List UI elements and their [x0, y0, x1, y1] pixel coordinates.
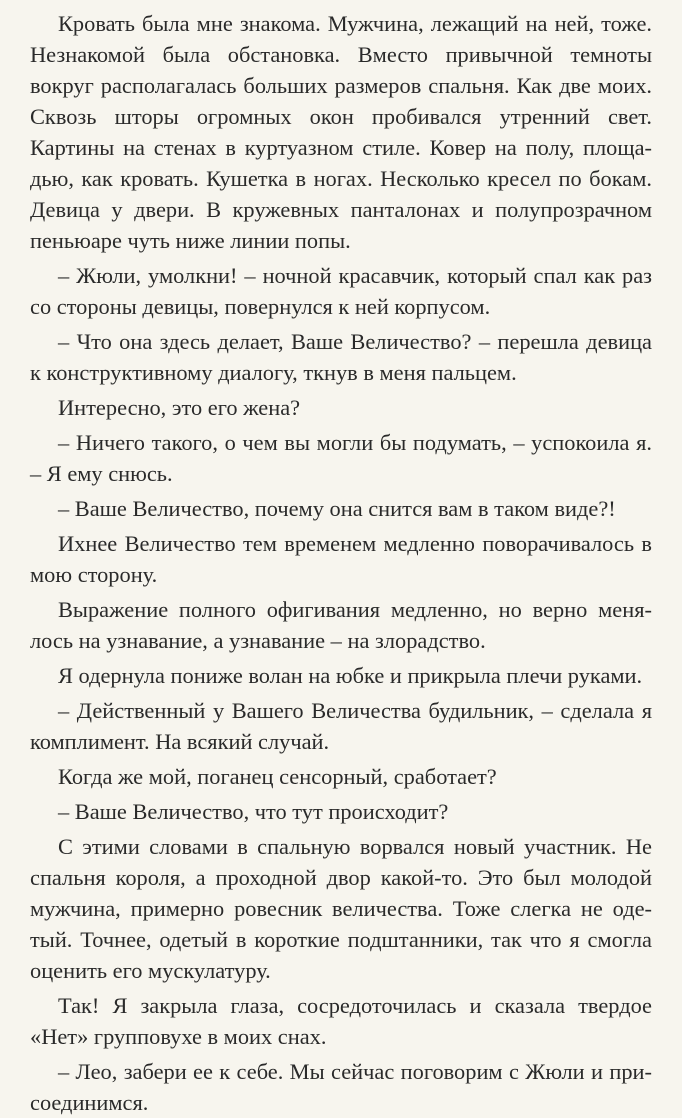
paragraph-10: – Действенный у Вашего Величества будильник, – сделала я комплимент. На всякий случай. [30, 698, 652, 754]
paragraph-2: – Жюли, умолкни! – ночной красавчик, который спал как раз со стороны девицы, повернулся к ней корпусом. [30, 263, 652, 319]
paragraph-13: С этими словами в спальную ворвался новый участник. Не спальня короля, а проходной двор какой-то. Это был молодой мужчина, примерно ровесник величества. Тоже слегка не одетый. Точнее, одетый в короткие подштанники, так что я смогла оценить его мускулатуру. [30, 834, 652, 983]
paragraph-3: – Что она здесь делает, Ваше Величество? – перешла девица к конструктивному диалогу, ткнув в меня пальцем. [30, 329, 652, 385]
paragraph-8: Выражение полного офигивания медленно, но верно менялось на узнавание, а узнавание – на злорадство. [30, 597, 652, 653]
paragraph-14: Так! Я закрыла глаза, сосредоточилась и сказала твердое «Нет» групповухе в моих снах. [30, 993, 652, 1049]
paragraph-12: – Ваше Величество, что тут происходит? [58, 799, 449, 824]
paragraph-11: Когда же мой, поганец сенсорный, сработает? [58, 764, 497, 789]
paragraph-9: Я одернула пониже волан на юбке и прикрыла плечи руками. [58, 663, 643, 688]
paragraph-6: – Ваше Величество, почему она снится вам в таком виде?! [58, 496, 616, 521]
paragraph-5: – Ничего такого, о чем вы могли бы подумать, – успокоила я. – Я ему снюсь. [30, 430, 652, 486]
paragraph-4: Интересно, это его жена? [58, 395, 301, 420]
paragraph-1: Кровать была мне знакома. Мужчина, лежащий на ней, тоже. Незнакомой была обстановка. Вместо привычной темноты вокруг располагалась больших размеров спальня. Как две моих. Сквозь шторы огромных окон пробивался утренний свет. Картины на стенах в куртуазном стиле. Ковер на полу, площадью, как кровать. Кушетка в ногах. Несколько кресел по бокам. Девица у двери. В кружевных панталонах и полупрозрачном пеньюаре чуть ниже линии попы. [30, 11, 652, 253]
paragraph-7: Ихнее Величество тем временем медленно поворачивалось в мою сторону. [30, 531, 652, 587]
paragraph-15: – Лео, забери ее к себе. Мы сейчас поговорим с Жюли и присоединимся. [30, 1059, 652, 1115]
